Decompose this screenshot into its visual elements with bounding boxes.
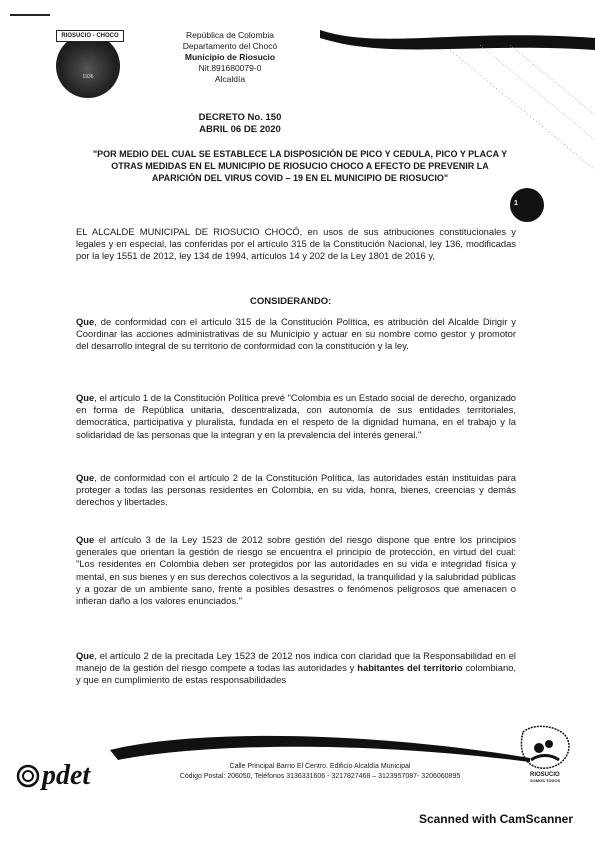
whereas-paragraph — [76, 534, 516, 607]
header-line-1: República de Colombia — [186, 30, 274, 40]
whereas-bold: habitantes del territorio — [357, 662, 463, 674]
whereas-lead: Que — [76, 650, 95, 661]
decree-number: DECRETO No. 150 — [198, 112, 282, 123]
riosucio-logo — [515, 722, 575, 772]
decree-heading — [170, 112, 310, 136]
header-municipio: Municipio de Riosucio — [184, 52, 276, 62]
whereas-lead: Que — [76, 534, 95, 545]
letterhead — [170, 30, 290, 85]
whereas-text: el artículo 3 de la Ley 1523 de 2012 sobre gestión del riesgo dispone que entre los principios generales que orientan la gestión de riesgo se encuentra el principio de protección, en virtud del cual: "Los residentes en Colombia deben ser protegidos por las autoridades en su vida e integridad física y mental, en sus bienes y en sus derechos colectivos a la seguridad, la tranquilidad y la salubridad públicas y a gozar de un ambiente sano, frente a posibles desastres o fenómenos peligrosos que amenacen o infieran daño a los valores enunciados." — [76, 534, 516, 607]
page-number: 1 — [514, 200, 518, 207]
intro-paragraph: EL ALCALDE MUNICIPAL DE RIOSUCIO CHOCÓ, en usos de sus atribuciones constitucionales y legales y en especial, las conferidas por el artículo 315 de la Constitución Nacional, ley 136, modificadas por la ley 1551 de 2012, ley 134 de 1994, artículos 14 y 202 de la Ley 1801 de 2016 y, — [76, 226, 516, 262]
considerando-heading: CONSIDERANDO: — [250, 296, 332, 307]
whereas-text: , de conformidad con el artículo 2 de la Constitución Política, las autoridades están instituidas para proteger a todas las personas residentes en Colombia, en su vida, honra, bienes, creencias y demás derechos y libertades. — [76, 472, 516, 508]
seal-band: RIOSUCIO - CHOCO — [56, 30, 124, 42]
seal-year: 1936 — [82, 74, 94, 80]
footer-contact — [140, 762, 500, 781]
whereas-lead: Que — [76, 316, 95, 327]
riosucio-logo-label — [530, 772, 560, 783]
whereas-paragraph — [76, 392, 516, 441]
whereas-lead: Que — [76, 472, 95, 483]
whereas-paragraph — [76, 650, 516, 687]
municipal-seal — [56, 34, 120, 98]
whereas-text: , el artículo 1 de la Constitución Política prevé "Colombia es un Estado social de derecho, organizado en forma de República unitaria, descentralizada, con autonomía de sus entidades territoriales, democrática, participativa y pluralista, fundada en el respeto de la dignidad humana, en el trabajo y la solidaridad de las personas que la integran y en la prevalencia del interés general." — [76, 392, 516, 440]
whereas-text: , de conformidad con el artículo 315 de la Constitución Política, es atribución del Alcalde Dirigir y Coordinar las acciones administrativas de su Municipio y actuar en su nombre como gestor y promotor del desarrollo integral de su territorio de conformidad con la constitución y la ley. — [76, 316, 516, 352]
decree-date: ABRIL 06 DE 2020 — [199, 124, 281, 135]
decree-resolution-title: "POR MEDIO DEL CUAL SE ESTABLECE LA DISPOSICIÓN DE PICO Y CEDULA, PICO Y PLACA Y OTRAS MEDIDAS EN EL MUNICIPIO DE RIOSUCIO CHOCO A EFECTO DE PREVENIR LA APARICIÓN DEL VIRUS COVID – 19 EN EL MUNICIPIO DE RIOSUCIO" — [92, 149, 508, 183]
whereas-text: , el artículo 2 de la precitada Ley 1523 de 2012 nos indica con claridad que la Responsabilidad en el manejo de la gestión del riesgo compete a todas las autoridades y — [76, 650, 516, 674]
header-alcaldia: Alcaldía — [214, 74, 246, 84]
pdet-logo-text: pdet — [42, 760, 91, 791]
whereas-paragraph — [76, 316, 516, 353]
footer-phones: Código Postal: 206050, Teléfonos 3136331606 - 3217827468 – 3123957087- 3206060895 — [179, 772, 461, 780]
riosucio-logo-text: RIOSUCIO — [530, 772, 560, 778]
whereas-paragraph — [76, 472, 516, 509]
pdet-logo-mark — [14, 750, 114, 794]
header-line-2: Departamento del Chocó — [182, 41, 278, 51]
whereas-lead: Que — [76, 392, 95, 403]
whereas-text: colombiano, y que en cumplimiento de estas responsabilidades — [76, 662, 517, 686]
pdet-logo — [14, 750, 114, 794]
scan-artifact-line — [10, 14, 50, 16]
riosucio-logo-tag: SOMOS TODOS — [530, 778, 561, 783]
header-nit: Nit.891680079-0 — [198, 63, 262, 73]
scanner-watermark: Scanned with CamScanner — [418, 812, 573, 826]
footer-address: Calle Principal Barrio El Centro. Edificio Alcaldía Municipal — [229, 763, 411, 770]
